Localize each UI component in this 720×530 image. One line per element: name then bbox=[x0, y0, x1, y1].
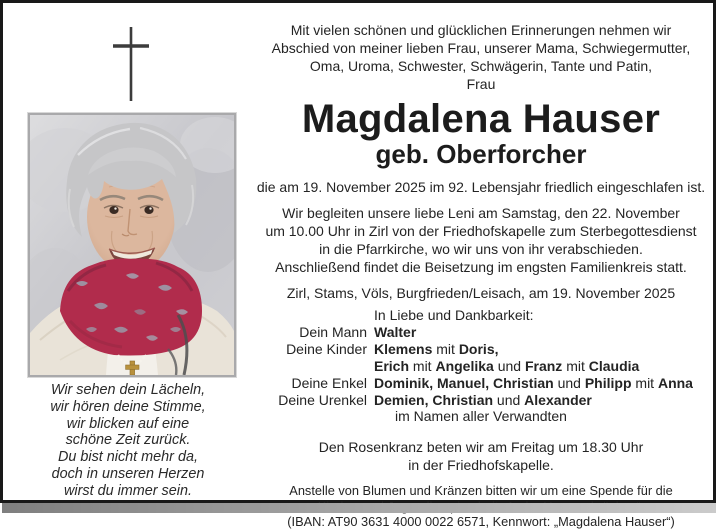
family-member-name: Dominik, Manuel, Christian bbox=[374, 374, 554, 391]
poem-line: wir hören deine Stimme, bbox=[50, 398, 206, 415]
family-connector-text: In Liebe und Dankbarkeit: bbox=[374, 307, 534, 323]
places-and-date: Zirl, Stams, Völs, Burgfrieden/Leisach, am 19. November 2025 bbox=[286, 285, 676, 301]
family-member-name: Claudia bbox=[588, 357, 640, 374]
poem-line: doch in unseren Herzen bbox=[51, 465, 205, 482]
portrait-photo bbox=[28, 113, 236, 377]
family-names bbox=[374, 307, 534, 324]
family-member-name: Angelika bbox=[435, 357, 494, 374]
rosary-line: Den Rosenkranz beten wir am Freitag um 18.30 Uhr bbox=[318, 439, 644, 456]
family-member-name: Philipp bbox=[584, 374, 632, 391]
family-relation-label bbox=[255, 358, 367, 375]
family-connector-text: mit bbox=[409, 357, 436, 374]
family-connector-text: und bbox=[553, 374, 585, 391]
family-member-name: Alexander bbox=[524, 391, 592, 408]
family-member-name: Walter bbox=[374, 323, 417, 340]
funeral-line: um 10.00 Uhr in Zirl von der Friedhofskapelle zum Sterbegottesdienst bbox=[265, 223, 697, 239]
family-names bbox=[374, 358, 639, 375]
family-closing: im Namen aller Verwandten bbox=[395, 408, 567, 425]
family-names bbox=[374, 392, 592, 409]
family-connector-text: mit bbox=[432, 340, 459, 357]
family-member-name: Doris, bbox=[458, 340, 499, 357]
family-row bbox=[255, 341, 707, 358]
donation-line: Anstelle von Blumen und Kränzen bitten wir um eine Spende für die bbox=[289, 483, 673, 499]
family-connector-text: und bbox=[493, 357, 525, 374]
family-relation-label: Deine Enkel bbox=[291, 374, 367, 391]
family-member-name: Klemens bbox=[374, 340, 433, 357]
intro-line: Frau bbox=[466, 76, 496, 92]
intro-line: Mit vielen schönen und glücklichen Erinnerungen nehmen wir bbox=[290, 22, 672, 38]
maiden-name: geb. Oberforcher bbox=[375, 139, 587, 169]
family-member-name: Demien, Christian bbox=[374, 391, 494, 408]
memorial-cross-icon bbox=[99, 25, 163, 103]
family-relation-label: Dein Mann bbox=[299, 323, 367, 340]
family-row bbox=[255, 375, 707, 392]
page-edge-shadow bbox=[2, 503, 716, 513]
intro-text bbox=[255, 21, 707, 93]
intro-line: Abschied von meiner lieben Frau, unserer Mama, Schwiegermutter, bbox=[271, 40, 691, 56]
family-row bbox=[255, 392, 707, 409]
family-relation-label: Deine Urenkel bbox=[278, 391, 367, 408]
family-member-name: Franz bbox=[524, 357, 563, 374]
family-row bbox=[255, 307, 707, 324]
family-connector-text: und bbox=[493, 391, 525, 408]
family-relation-label: Deine Kinder bbox=[286, 340, 367, 357]
family-row bbox=[255, 324, 707, 341]
death-announcement: die am 19. November 2025 im 92. Lebensjahr friedlich eingeschlafen ist. bbox=[256, 179, 706, 195]
memorial-poem bbox=[11, 382, 245, 500]
intro-line: Oma, Uroma, Schwester, Schwägerin, Tante und Patin, bbox=[309, 58, 653, 74]
family-names bbox=[374, 375, 693, 392]
notice-text-column bbox=[255, 3, 707, 530]
funeral-line: Anschließend findet die Beisetzung im engsten Familienkreis statt. bbox=[275, 259, 687, 275]
family-relation-label bbox=[255, 307, 367, 324]
family-member-name: Anna bbox=[657, 374, 693, 391]
poem-line: schöne Zeit zurück. bbox=[65, 432, 191, 449]
family-connector-text: mit bbox=[562, 357, 589, 374]
family-connector-text: mit bbox=[631, 374, 658, 391]
family-row bbox=[255, 358, 707, 375]
poem-line: wir blicken auf eine bbox=[66, 415, 190, 432]
family-names bbox=[374, 341, 499, 358]
rosary-line: in der Friedhofskapelle. bbox=[408, 457, 554, 474]
poem-line: wirst du immer sein. bbox=[64, 482, 192, 499]
donation-line: (IBAN: AT90 3631 4000 0022 6571, Kennwort: „Magdalena Hauser“) bbox=[287, 514, 675, 530]
family-names bbox=[374, 324, 416, 341]
funeral-line: Wir begleiten unsere liebe Leni am Samstag, den 22. November bbox=[282, 205, 680, 221]
poem-line: Wir sehen dein Lächeln, bbox=[50, 382, 206, 398]
family-member-name: Erich bbox=[374, 357, 410, 374]
family-list bbox=[255, 307, 707, 408]
rosary-details bbox=[255, 438, 707, 474]
funeral-line: in die Pfarrkirche, wo wir uns von ihr verabschieden. bbox=[319, 241, 643, 257]
poem-line: Du bist nicht mehr da, bbox=[58, 449, 198, 466]
deceased-name: Magdalena Hauser bbox=[301, 97, 661, 141]
funeral-details bbox=[255, 204, 707, 276]
